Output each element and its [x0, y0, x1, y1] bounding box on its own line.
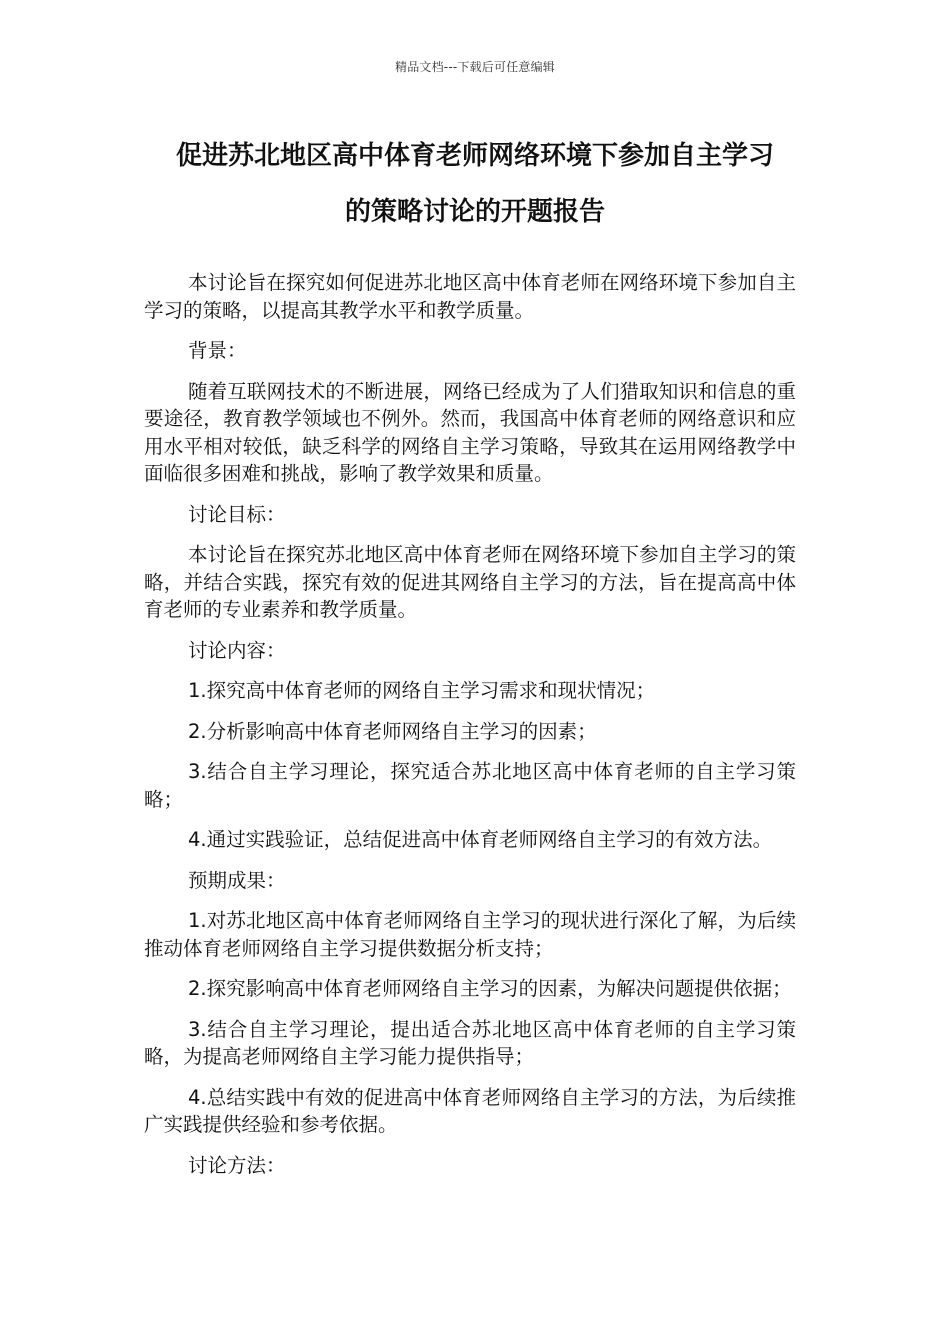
title-line-2: 的策略讨论的开题报告 [344, 197, 605, 227]
paragraph-background: 随着互联网技术的不断进展，网络已经成为了人们猎取知识和信息的重要途径，教育教学领域也不例外。然而，我国高中体育老师的网络意识和应用水平相对较低，缺乏科学的网络自主学习策略，导致其在运用网络教学中面临很多困难和挑战，影响了教学效果和质量。 [144, 379, 796, 485]
heading-methods: 讨论方法： [188, 1153, 286, 1177]
list-item-result-4: 4.总结实践中有效的促进高中体育老师网络自主学习的方法，为后续推广实践提供经验和参考依据。 [144, 1085, 796, 1136]
heading-background: 背景： [188, 339, 247, 362]
list-item-content-4: 4.通过实践验证，总结促进高中体育老师网络自主学习的有效方法。 [188, 828, 773, 851]
document-body [144, 269, 796, 1192]
page-header: 精品文档---下载后可任意编辑 [395, 60, 555, 74]
paragraph-intro: 本讨论旨在探究如何促进苏北地区高中体育老师在网络环境下参加自主学习的策略，以提高其教学水平和教学质量。 [144, 271, 796, 322]
list-item-content-1: 1.探究高中体育老师的网络自主学习需求和现状情况； [188, 679, 656, 702]
list-item-content-3: 3.结合自主学习理论，探究适合苏北地区高中体育老师的自主学习策略； [144, 760, 796, 811]
heading-expected-results: 预期成果： [188, 868, 286, 892]
list-item-result-1: 1.对苏北地区高中体育老师网络自主学习的现状进行深化了解，为后续推动体育老师网络自主学习提供数据分析支持； [144, 909, 796, 960]
title-line-1: 促进苏北地区高中体育老师网络环境下参加自主学习 [175, 141, 774, 171]
list-item-result-3: 3.结合自主学习理论，提出适合苏北地区高中体育老师的自主学习策略，为提高老师网络自主学习能力提供指导； [144, 1017, 796, 1068]
list-item-result-2: 2.探究影响高中体育老师网络自主学习的因素，为解决问题提供依据； [188, 977, 792, 1000]
paragraph-objectives: 本讨论旨在探究苏北地区高中体育老师在网络环境下参加自主学习的策略，并结合实践，探究有效的促进其网络自主学习的方法，旨在提高高中体育老师的专业素养和教学质量。 [144, 543, 796, 621]
heading-objectives: 讨论目标： [188, 502, 286, 526]
heading-content: 讨论内容： [188, 638, 286, 662]
document-title [140, 128, 810, 240]
list-item-content-2: 2.分析影响高中体育老师网络自主学习的因素； [188, 719, 597, 743]
